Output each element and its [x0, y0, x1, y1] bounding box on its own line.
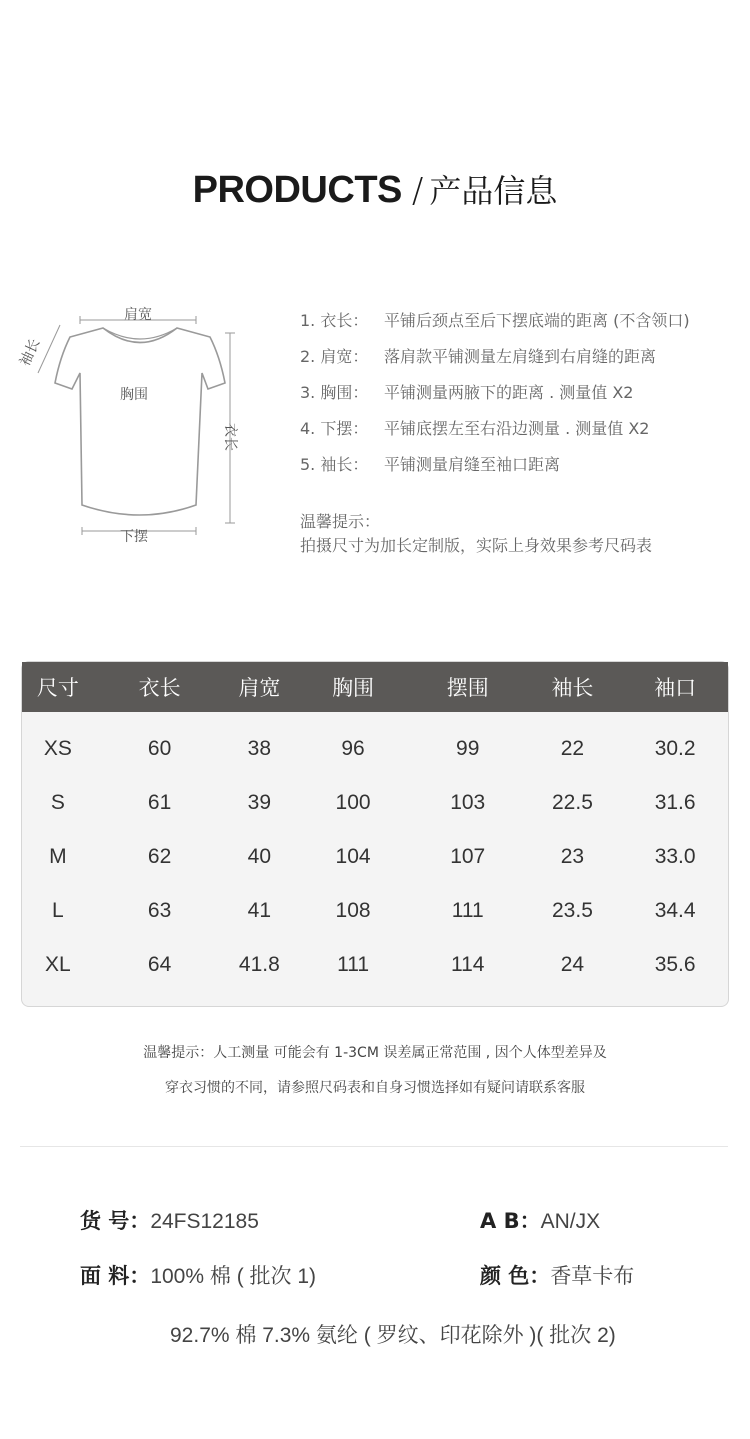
warm-tip-line1: 温馨提示：人工测量 可能会有 1-3CM 误差属正常范围 , 因个人体型差异及: [143, 1045, 607, 1061]
size-table-body: [22, 712, 728, 992]
table-row: XS 60 38 96 99 22 30.2: [43, 737, 696, 760]
size-table: [21, 661, 729, 1007]
size-table-header: [22, 662, 728, 712]
title-en: PRODUCTS: [192, 169, 402, 211]
tshirt-body-shape: [55, 328, 225, 515]
warm-tip-line2: 穿衣习惯的不同，请参照尺码表和自身习惯选择如有疑问请联系客服: [165, 1080, 585, 1096]
label-shoulder: 肩宽: [124, 307, 152, 323]
table-row: XL 64 41.8 111 114 24 35.6: [45, 953, 696, 976]
note-item: 1. 衣长： 平铺后颈点至后下摆底端的距离 (不含领口): [300, 311, 690, 330]
note-item: 4. 下摆： 平铺底摆左至右沿边测量 . 测量值 X2: [300, 419, 650, 438]
table-row: L 63 41 108 111 23.5 34.4: [52, 899, 696, 922]
table-row: S 61 39 100 103 22.5 31.6: [50, 791, 696, 814]
sleeve-measure-line: [38, 325, 60, 373]
divider: [20, 1146, 728, 1147]
table-row: M 62 40 104 107 23 33.0: [49, 845, 696, 868]
tshirt-measurement-diagram: [17, 295, 260, 555]
measurement-notes: [300, 308, 690, 488]
label-hem: 下摆: [120, 529, 148, 545]
header-cell: 胸围: [332, 676, 375, 700]
header-cell: 摆围: [446, 676, 489, 700]
photo-tip-label: 温馨提示：: [300, 512, 381, 531]
item-number: 货 号：24FS12185: [80, 1209, 259, 1233]
title-cn: 产品信息: [429, 172, 558, 210]
title-separator: /: [411, 171, 424, 211]
note-item: 5. 袖长： 平铺测量肩缝至袖口距离: [300, 455, 561, 474]
header-cell: 袖口: [654, 676, 697, 700]
tshirt-outline-icon: [17, 295, 260, 555]
header-cell: 尺寸: [36, 676, 79, 700]
header-cell: 衣长: [138, 676, 181, 700]
note-item: 3. 胸围： 平铺测量两腋下的距离 . 测量值 X2: [300, 383, 634, 402]
photo-tip-text: 拍摄尺寸为加长定制版，实际上身效果参考尺码表: [300, 536, 653, 555]
ab-class: A B：AN/JX: [480, 1209, 601, 1233]
label-length: 衣长: [222, 423, 238, 451]
label-chest: 胸围: [120, 387, 148, 403]
label-sleeve: 袖长: [17, 336, 44, 369]
fabric-batch-2: 92.7% 棉 7.3% 氨纶 ( 罗纹、印花除外 )( 批次 2): [170, 1324, 616, 1347]
color: 颜 色：香草卡布: [480, 1264, 635, 1288]
header-cell: 肩宽: [238, 676, 281, 700]
page-title: [0, 166, 750, 212]
fabric: 面 料：100% 棉 ( 批次 1): [80, 1264, 317, 1288]
note-item: 2. 肩宽： 落肩款平铺测量左肩缝到右肩缝的距离: [300, 347, 657, 366]
header-cell: 袖长: [551, 676, 594, 700]
photo-tip: [300, 510, 652, 558]
